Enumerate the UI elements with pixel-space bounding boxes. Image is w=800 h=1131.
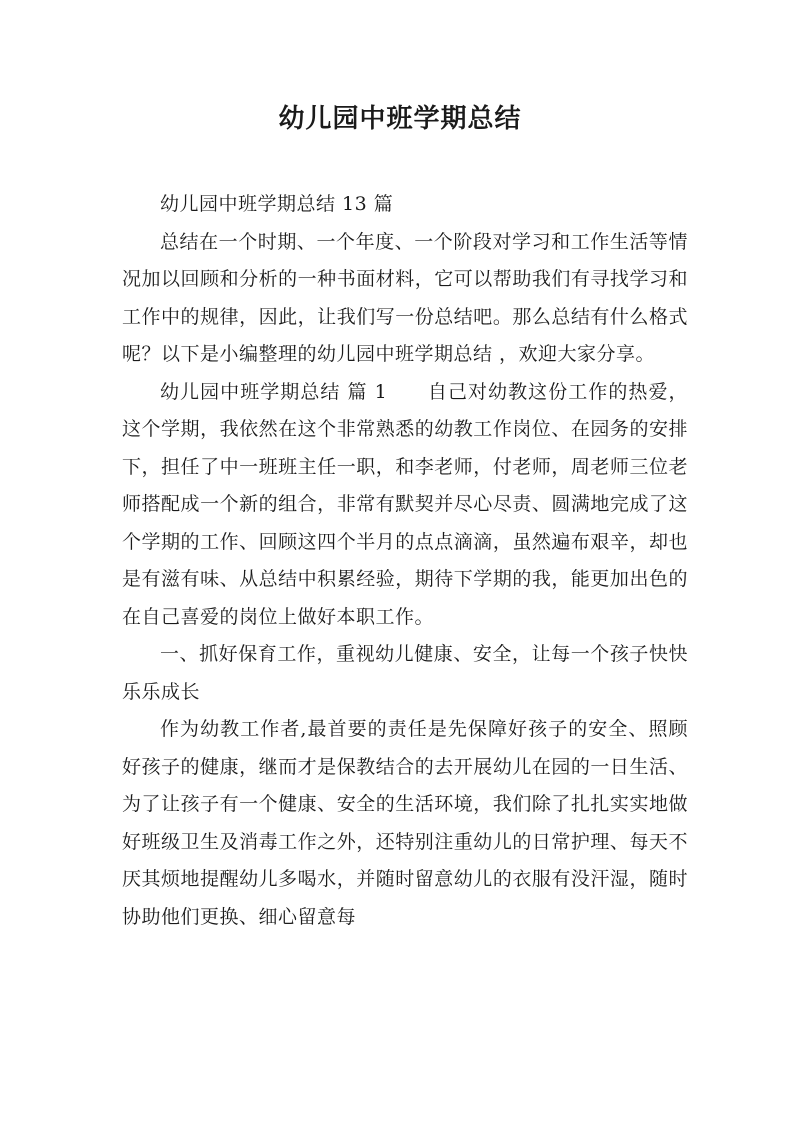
- document-title: 幼儿园中班学期总结: [278, 104, 522, 134]
- paragraph-section-heading: 一、抓好保育工作，重视幼儿健康、安全，让每一个孩子快快乐乐成长: [122, 643, 688, 703]
- paragraph-subtitle: 幼儿园中班学期总结 13 篇: [160, 193, 394, 215]
- paragraph-section-body: 作为幼教工作者,最首要的责任是先保障好孩子的安全、照顾好孩子的健康，继而才是保教结合的去开展幼儿在园的一日生活、为了让孩子有一个健康、安全的生活环境，我们除了扎扎实实地做好班级卫生及消毒工作之外，还特别注重幼儿的日常护理、每天不厌其烦地提醒幼儿多喝水，并随时留意幼儿的衣服有没汗湿，随时协助他们更换、细心留意每: [122, 718, 688, 928]
- paragraph-intro: 总结在一个时期、一个年度、一个阶段对学习和工作生活等情况加以回顾和分析的一种书面材料，它可以帮助我们有寻找学习和工作中的规律，因此，让我们写一份总结吧。那么总结有什么格式呢？以下是小编整理的幼儿园中班学期总结 ，欢迎大家分享。: [122, 230, 688, 365]
- paragraph-article-1: 幼儿园中班学期总结 篇 1 自己对幼教这份工作的热爱，这个学期，我依然在这个非常熟悉的幼教工作岗位、在园务的安排下，担任了中一班班主任一职，和李老师，付老师，周老师三位老师搭配成一个新的组合，非常有默契并尽心尽责、圆满地完成了这个学期的工作、回顾这四个半月的点点滴滴，虽然遍布艰辛，却也是有滋有味、从总结中积累经验，期待下学期的我，能更加出色的在自己喜爱的岗位上做好本职工作。: [122, 380, 688, 628]
- document-body: [122, 186, 688, 936]
